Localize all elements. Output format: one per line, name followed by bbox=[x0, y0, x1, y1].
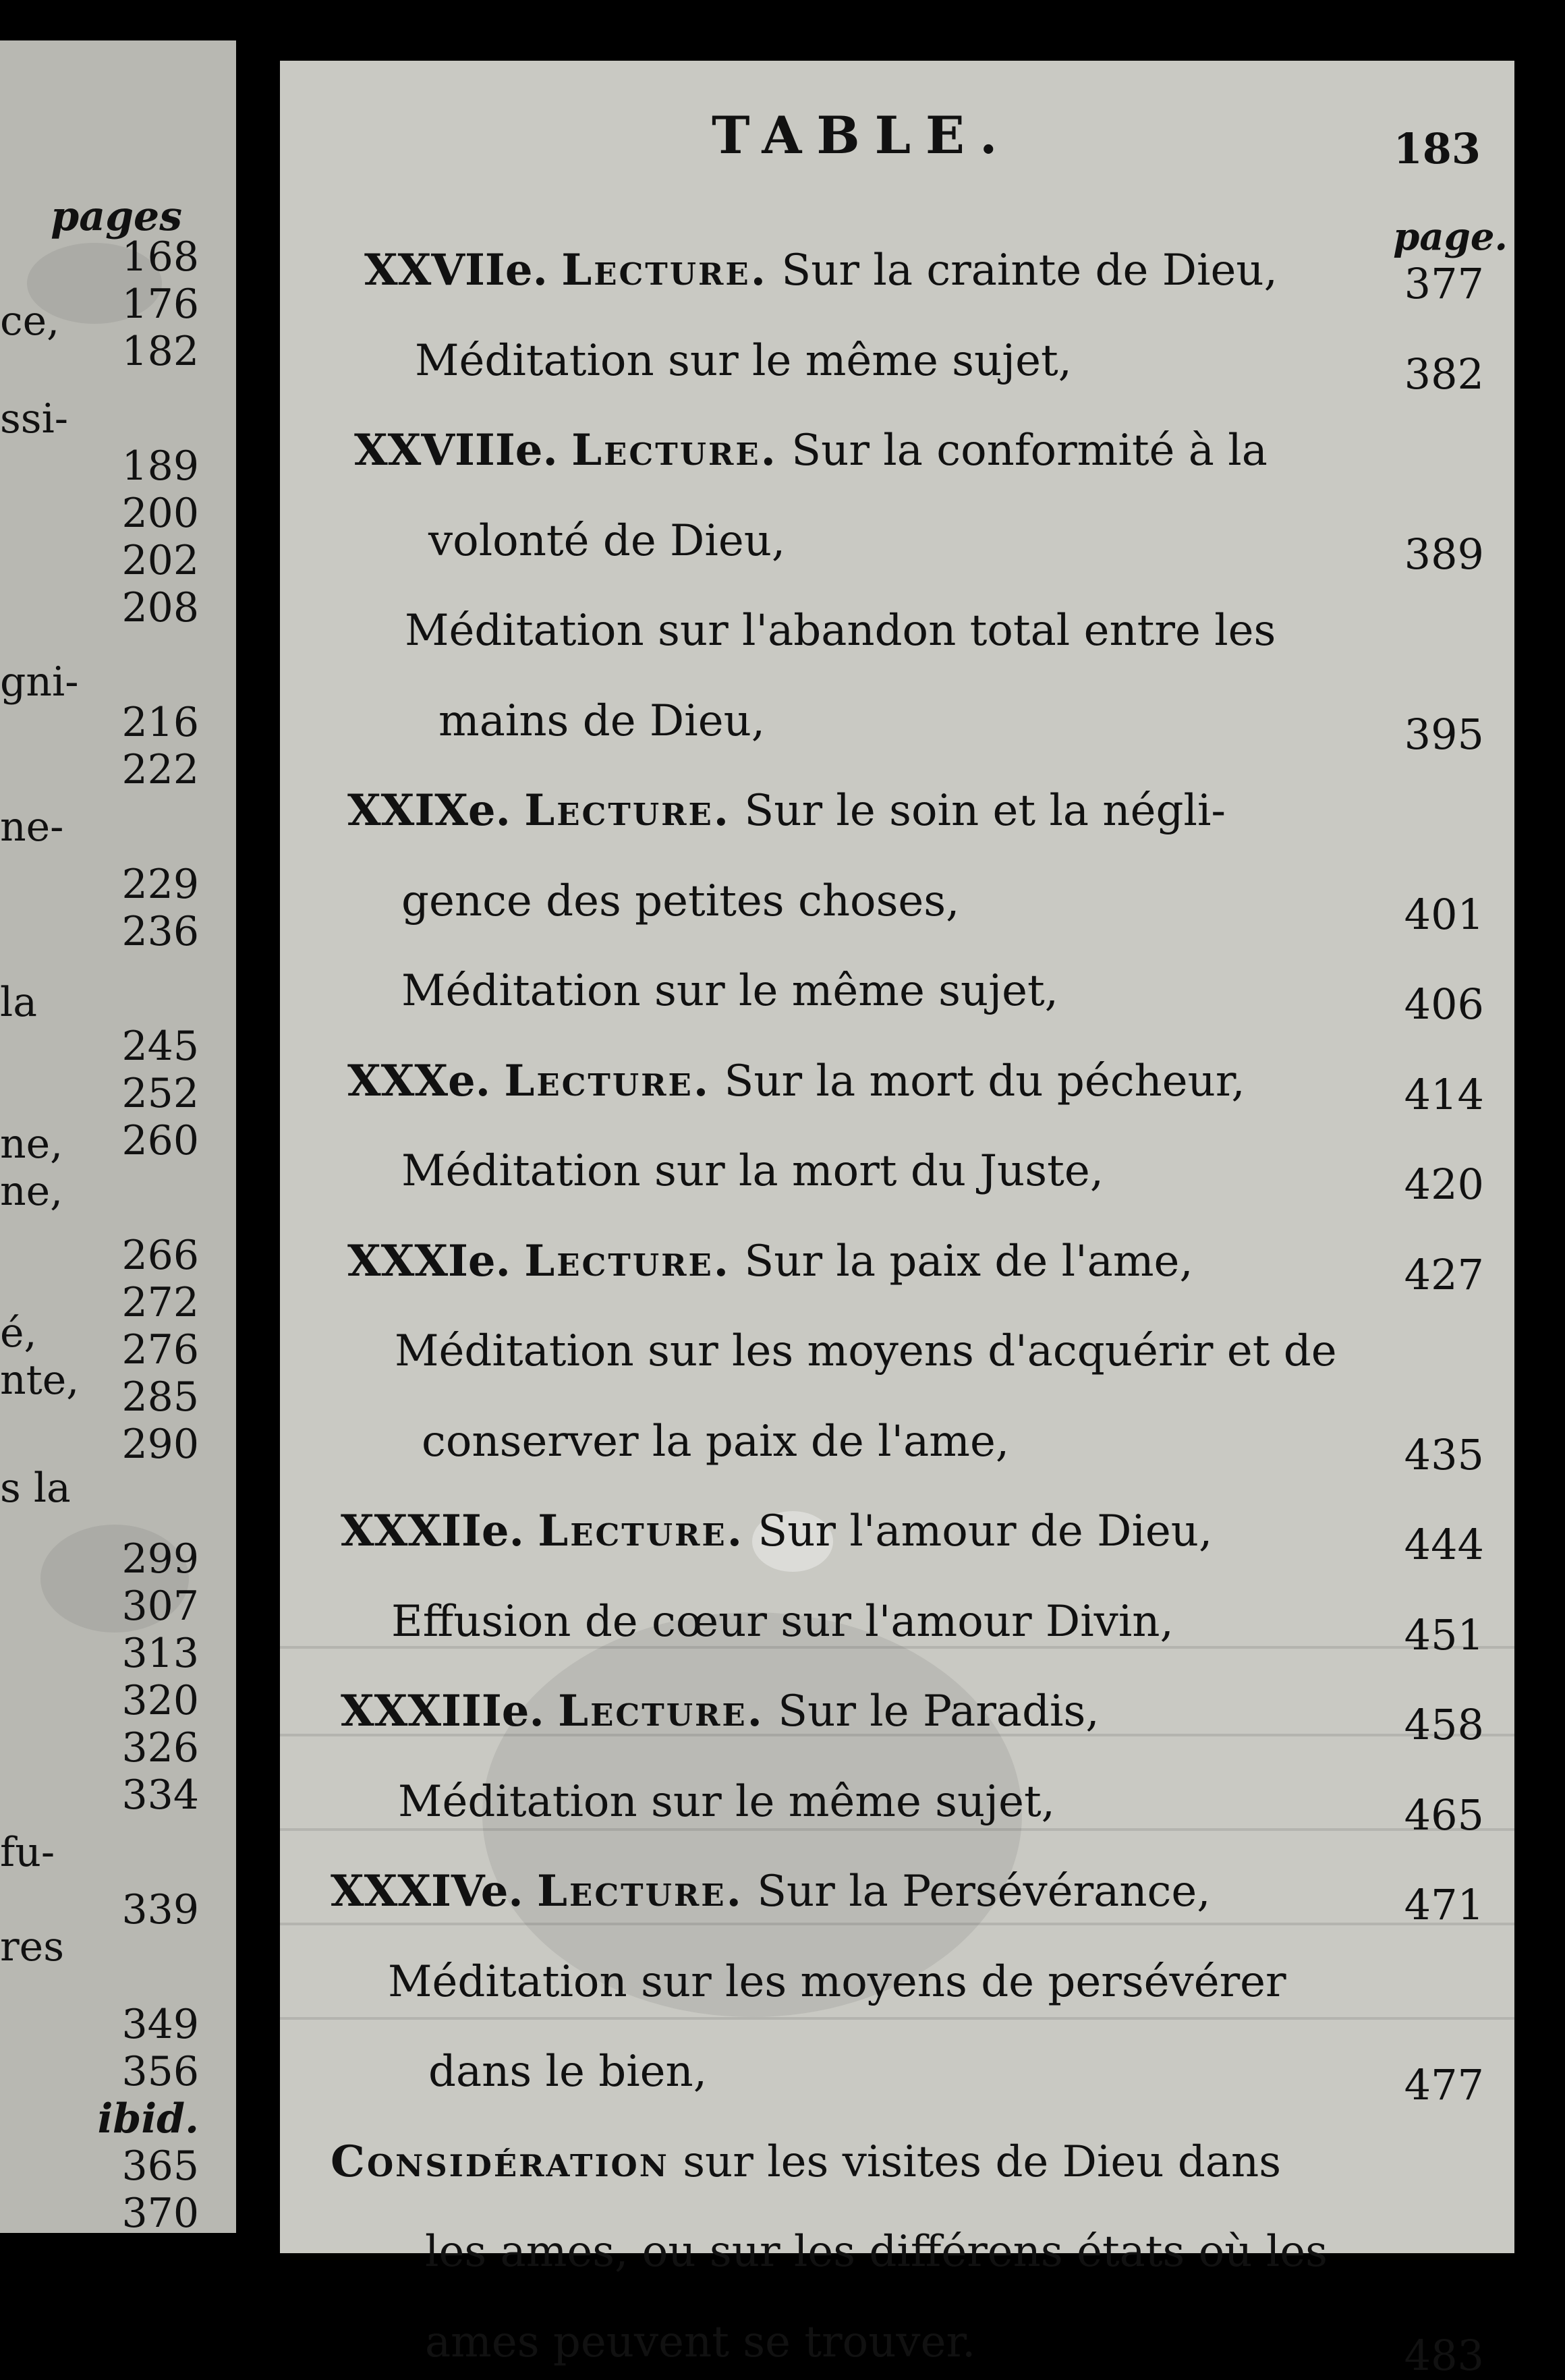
left-page-number: 229 bbox=[121, 861, 199, 908]
entry-page-number: 395 bbox=[1404, 709, 1484, 759]
toc-entry bbox=[331, 1867, 1211, 1916]
left-page-number: 349 bbox=[121, 2001, 199, 2048]
toc-entry bbox=[428, 517, 785, 565]
left-page-number: ibid. bbox=[97, 2095, 199, 2143]
entry-page-number: 465 bbox=[1404, 1790, 1484, 1840]
entry-page-number: 458 bbox=[1404, 1700, 1484, 1749]
left-page-number: 182 bbox=[121, 328, 199, 375]
entry-text: Méditation sur la mort du Juste, bbox=[401, 1146, 1104, 1196]
entry-text: XXVIIIe. bbox=[354, 425, 558, 476]
left-page-number: 272 bbox=[121, 1279, 199, 1326]
left-page-number: 365 bbox=[121, 2143, 199, 2190]
entry-text: XXXIIIe. bbox=[341, 1686, 544, 1736]
entry-text: conserver la paix de l'ame, bbox=[422, 1416, 1010, 1467]
bleed-through-line bbox=[280, 1828, 1514, 1831]
toc-entry bbox=[415, 337, 1072, 385]
entry-lecture-label: Lecture. bbox=[538, 1506, 745, 1556]
left-page-number: 202 bbox=[121, 537, 199, 584]
left-text-fragment: ne, bbox=[0, 1121, 63, 1168]
entry-text: gence des petites choses, bbox=[401, 876, 960, 926]
left-text-fragment: s la bbox=[0, 1465, 71, 1512]
left-column-header: pages bbox=[51, 193, 182, 240]
entry-text: dans le bien, bbox=[428, 2047, 708, 2097]
page-title: TABLE. bbox=[712, 105, 1013, 165]
left-text-fragment: nte, bbox=[0, 1357, 80, 1404]
entry-title: Sur la conformité à la bbox=[791, 426, 1268, 476]
entry-lecture-label: Lecture. bbox=[504, 1055, 711, 1106]
left-page-number: 236 bbox=[121, 908, 199, 955]
entry-text: ames peuvent se trouver. bbox=[425, 2317, 976, 2367]
entry-text: Méditation sur le même sujet, bbox=[415, 335, 1072, 386]
entry-title: Sur l'amour de Dieu, bbox=[758, 1506, 1213, 1556]
entry-text: Effusion de cœur sur l'amour Divin, bbox=[391, 1596, 1174, 1647]
entry-page-number: 389 bbox=[1404, 529, 1484, 579]
toc-entry bbox=[341, 1687, 1100, 1736]
left-page-number: 176 bbox=[121, 281, 199, 328]
toc-entry bbox=[422, 1417, 1009, 1466]
toc-entry bbox=[425, 2318, 975, 2367]
entry-page-number: 406 bbox=[1404, 980, 1484, 1029]
left-page-number: 285 bbox=[121, 1373, 199, 1421]
entry-page-number: 477 bbox=[1404, 2060, 1484, 2109]
left-text-fragment: gni- bbox=[0, 658, 79, 706]
entry-lecture-label: Lecture. bbox=[524, 1235, 731, 1286]
entry-text: XXXIe. bbox=[347, 1235, 511, 1286]
entry-title: sur les visites de Dieu dans bbox=[683, 2136, 1282, 2187]
entry-text: Méditation sur les moyens de persévérer bbox=[388, 1956, 1286, 2007]
entry-page-number: 435 bbox=[1404, 1429, 1484, 1479]
toc-entry bbox=[398, 1778, 1055, 1826]
entry-text: volonté de Dieu, bbox=[428, 515, 786, 566]
entry-lecture-label: Lecture. bbox=[524, 785, 731, 836]
entry-text: XXIXe. bbox=[347, 785, 511, 836]
left-page-number: 299 bbox=[121, 1535, 199, 1583]
entry-title: Sur la mort du pécheur, bbox=[724, 1056, 1245, 1106]
left-page-number: 200 bbox=[121, 490, 199, 537]
left-page-number: 189 bbox=[121, 443, 199, 490]
entry-lecture-label: Lecture. bbox=[571, 425, 778, 476]
entry-page-number: 420 bbox=[1404, 1160, 1484, 1209]
left-text-fragment: la bbox=[0, 979, 37, 1026]
toc-entry bbox=[364, 246, 1278, 295]
toc-entry bbox=[401, 1147, 1104, 1195]
left-page-number: 313 bbox=[121, 1630, 199, 1677]
left-page-number: 216 bbox=[121, 699, 199, 746]
left-text-fragment: ce, bbox=[0, 298, 60, 345]
entry-page-number: 451 bbox=[1404, 1610, 1484, 1660]
column-header: page. bbox=[1393, 215, 1508, 259]
toc-entry bbox=[428, 2047, 707, 2096]
toc-entry bbox=[331, 2138, 1281, 2186]
entry-page-number: 377 bbox=[1404, 259, 1484, 308]
left-text-fragment: ne, bbox=[0, 1168, 63, 1215]
left-page-number: 252 bbox=[121, 1070, 199, 1117]
left-page-number: 326 bbox=[121, 1724, 199, 1772]
entry-text: XXVIIe. bbox=[364, 245, 548, 295]
left-page-number: 245 bbox=[121, 1023, 199, 1070]
left-page-number: 334 bbox=[121, 1772, 199, 1819]
entry-text: mains de Dieu, bbox=[438, 696, 766, 746]
left-page bbox=[0, 40, 236, 2237]
left-page-number: 260 bbox=[121, 1117, 199, 1164]
left-page-number: 276 bbox=[121, 1326, 199, 1373]
toc-entry bbox=[388, 1958, 1286, 2006]
toc-entry bbox=[438, 697, 765, 745]
entry-text: Méditation sur les moyens d'acquérir et de bbox=[395, 1326, 1337, 1376]
toc-entry bbox=[347, 1057, 1245, 1106]
entry-text: XXXIVe. bbox=[331, 1866, 523, 1917]
bleed-through-line bbox=[280, 1923, 1514, 1925]
toc-entry bbox=[401, 967, 1058, 1015]
toc-entry bbox=[425, 2228, 1328, 2276]
entry-text: XXXIIe. bbox=[341, 1506, 524, 1556]
toc-entry bbox=[341, 1507, 1212, 1556]
toc-entry bbox=[354, 426, 1268, 475]
left-page-number: 307 bbox=[121, 1583, 199, 1630]
bleed-through-line bbox=[280, 1646, 1514, 1649]
entry-lecture-label: Lecture. bbox=[561, 245, 768, 295]
entry-title: Sur le soin et la négli- bbox=[744, 786, 1226, 836]
entry-page-number: 401 bbox=[1404, 889, 1484, 939]
entry-page-number: 444 bbox=[1404, 1520, 1484, 1569]
entry-text: Méditation sur le même sujet, bbox=[401, 966, 1058, 1016]
left-text-fragment: é, bbox=[0, 1309, 37, 1357]
left-page-number: 222 bbox=[121, 746, 199, 793]
left-text-fragment: ssi- bbox=[0, 395, 69, 443]
left-page-number: 370 bbox=[121, 2190, 199, 2237]
left-page-number: 290 bbox=[121, 1421, 199, 1468]
left-page-number: 356 bbox=[121, 2048, 199, 2095]
entry-title: Sur la crainte de Dieu, bbox=[781, 246, 1278, 295]
toc-entry bbox=[405, 606, 1276, 655]
entry-page-number: 382 bbox=[1404, 349, 1484, 399]
entry-lecture-label: Considération bbox=[331, 2136, 669, 2187]
entry-lecture-label: Lecture. bbox=[537, 1866, 743, 1917]
toc-entry bbox=[347, 1237, 1193, 1286]
bleed-through-line bbox=[280, 2017, 1514, 2020]
entry-lecture-label: Lecture. bbox=[558, 1686, 764, 1736]
left-text-fragment: res bbox=[0, 1923, 64, 1971]
left-page-number: 320 bbox=[121, 1677, 199, 1724]
entry-page-number: 471 bbox=[1404, 1880, 1484, 1929]
entry-title: Sur le Paradis, bbox=[778, 1687, 1100, 1736]
left-page-number: 339 bbox=[121, 1886, 199, 1933]
entry-text: XXXe. bbox=[347, 1055, 490, 1106]
entry-text: Méditation sur le même sujet, bbox=[398, 1776, 1055, 1827]
entry-title: Sur la paix de l'ame, bbox=[744, 1236, 1193, 1286]
left-page-number: 168 bbox=[121, 233, 199, 281]
entry-title: Sur la Persévérance, bbox=[757, 1867, 1211, 1917]
toc-entry bbox=[391, 1597, 1174, 1646]
entry-page-number: 427 bbox=[1404, 1249, 1484, 1299]
entry-page-number: 414 bbox=[1404, 1069, 1484, 1119]
left-page-number: 208 bbox=[121, 584, 199, 631]
left-text-fragment: ne- bbox=[0, 803, 64, 851]
right-page bbox=[280, 61, 1514, 2380]
toc-entry bbox=[347, 787, 1226, 835]
entry-page-number: 483 bbox=[1404, 2330, 1484, 2380]
entry-text: les ames, ou sur les différens états où les bbox=[425, 2227, 1328, 2277]
entry-text: Méditation sur l'abandon total entre les bbox=[405, 606, 1276, 656]
toc-entry bbox=[401, 877, 959, 926]
toc-entry bbox=[395, 1327, 1337, 1376]
left-text-fragment: fu- bbox=[0, 1829, 55, 1876]
left-page-number: 266 bbox=[121, 1232, 199, 1279]
page-number: 183 bbox=[1393, 124, 1481, 173]
